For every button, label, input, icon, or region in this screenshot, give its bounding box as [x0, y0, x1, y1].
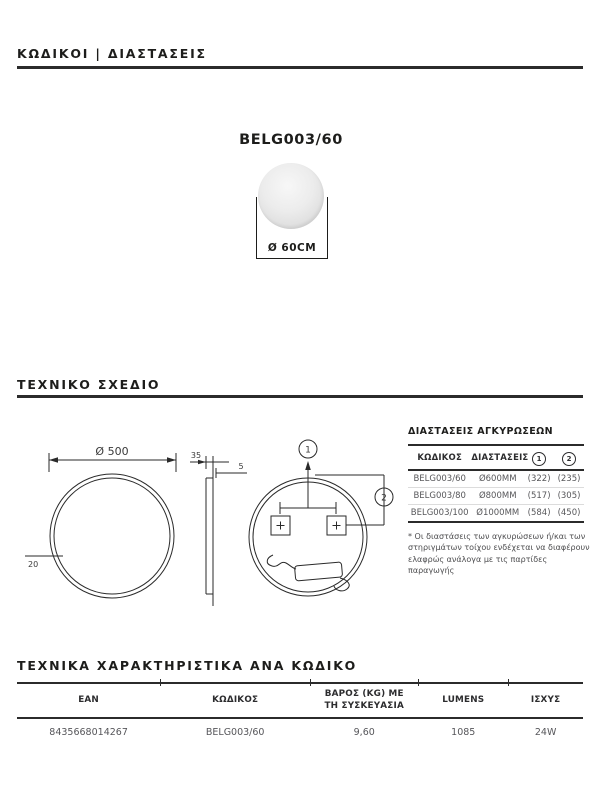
cell-anchor-2: (305)	[557, 491, 581, 501]
cell-dimension: Ø600MM	[478, 474, 517, 484]
callout-1-badge: 1	[532, 452, 546, 466]
front-view	[25, 445, 176, 598]
anchor-col-2	[554, 448, 584, 467]
cell-dimension: Ø1000MM	[476, 508, 520, 518]
cell-anchor-1: (517)	[527, 491, 551, 501]
table-row	[408, 471, 584, 488]
diameter-label: Ø 60CM	[267, 242, 317, 254]
callout-2-number: 2	[381, 493, 387, 504]
anchor-table-header	[408, 446, 584, 471]
specs-col-weight: ΒΑΡΟΣ (KG) ΜΕ ΤΗ ΣΥΣΚΕΥΑΣΙΑ	[324, 688, 404, 711]
specs-col-power: ΙΣΧΥΣ	[530, 694, 561, 705]
section-title-technical-drawing: ΤΕΧΝΙΚΟ ΣΧΕΔΙΟ	[17, 377, 161, 392]
cell-code: BELG003/60	[413, 474, 466, 484]
cell-anchor-2: (450)	[557, 508, 581, 518]
anchor-dimensions-panel	[408, 426, 590, 576]
cell-ean: 8435668014267	[49, 726, 128, 738]
side-depth-label: 35	[190, 451, 202, 460]
cell-code: BELG003/100	[410, 508, 469, 518]
diameter-dimension-bracket	[256, 197, 328, 259]
section-rule	[17, 66, 583, 69]
cell-code: BELG003/80	[413, 491, 466, 501]
led-driver-box	[294, 562, 342, 581]
specs-table-top-border	[17, 682, 583, 684]
specs-col-lumens: LUMENS	[442, 694, 485, 705]
anchor-col-code: ΚΩΔΙΚΟΣ	[417, 452, 462, 463]
power-cable-left	[267, 555, 296, 569]
table-row	[408, 505, 584, 521]
anchor-footnote: * Οι διαστάσεις των αγκυρώσεων ή/και των στηριγμάτων τοίχου ενδέχεται να διαφέρουν ελαφρώς ανάλογα με τις παρτίδες παραγωγής	[408, 532, 590, 576]
section-title-codes-dimensions: ΚΩΔΙΚΟΙ | ΔΙΑΣΤΑΣΕΙΣ	[17, 46, 207, 61]
specs-col-code: ΚΩΔΙΚΟΣ	[212, 694, 259, 705]
table-row	[408, 488, 584, 505]
anchor-table	[408, 444, 584, 523]
section-rule	[17, 395, 583, 398]
column-divider-tick	[508, 679, 509, 686]
side-view	[190, 451, 247, 606]
cell-lumens: 1085	[451, 726, 476, 738]
column-divider-tick	[418, 679, 419, 686]
frame-depth-label: 20	[28, 560, 39, 569]
back-view	[249, 440, 393, 596]
cell-dimension: Ø800MM	[478, 491, 517, 501]
product-code: BELG003/60	[239, 132, 343, 148]
anchor-table-title: ΔΙΑΣΤΑΣΕΙΣ ΑΓΚΥΡΩΣΕΩΝ	[408, 426, 553, 437]
glass-thickness-label: 5	[238, 462, 244, 471]
cell-anchor-1: (584)	[527, 508, 551, 518]
cell-anchor-2: (235)	[557, 474, 581, 484]
anchor-col-dimensions: ΔΙΑΣΤΑΣΕΙΣ	[471, 452, 529, 463]
technical-drawing	[20, 428, 400, 628]
anchor-cross-icon	[277, 522, 341, 530]
cell-power: 24W	[534, 726, 557, 738]
cell-code: BELG003/60	[205, 726, 265, 738]
callout-2-badge: 2	[562, 452, 576, 466]
callout-1-number: 1	[305, 445, 311, 456]
section-title-technical-specs: ΤΕΧΝΙΚΑ ΧΑΡΑΚΤΗΡΙΣΤΙΚΑ ΑΝΑ ΚΩΔΙΚΟ	[17, 658, 358, 673]
column-divider-tick	[310, 679, 311, 686]
specs-table-header	[17, 684, 583, 719]
table-row	[17, 719, 583, 745]
column-divider-tick	[160, 679, 161, 686]
cell-weight: 9,60	[353, 726, 375, 738]
specs-table	[17, 682, 583, 745]
specs-col-ean: EAN	[78, 694, 99, 705]
front-diameter-label: Ø 500	[95, 445, 129, 458]
anchor-col-1	[524, 448, 554, 467]
cell-anchor-1: (322)	[527, 474, 551, 484]
